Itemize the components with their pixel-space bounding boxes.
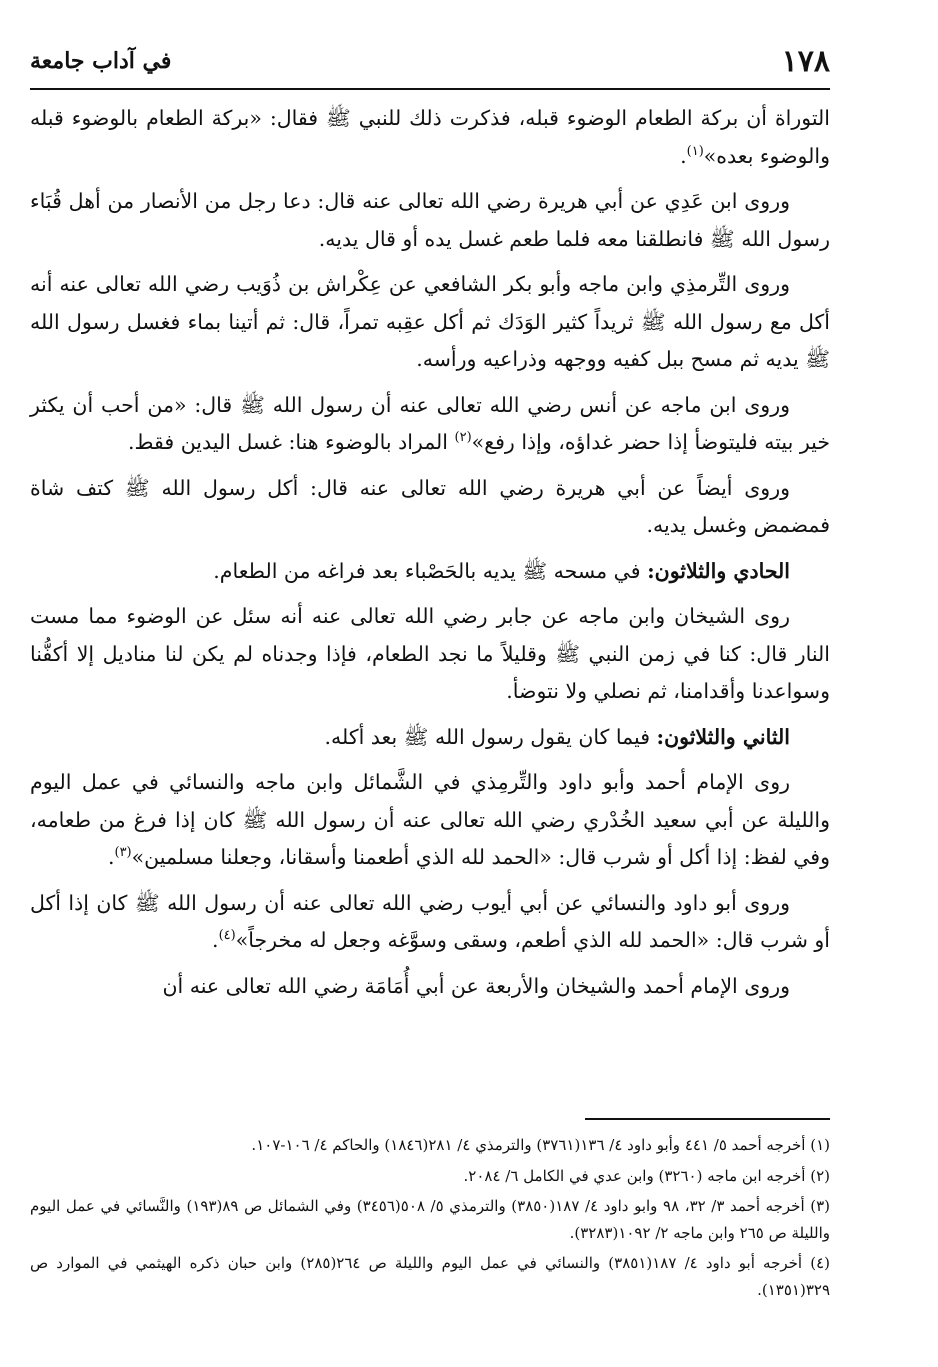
- paragraph: وروى أبو داود والنسائي عن أبي أيوب رضي الله تعالى عنه أن رسول الله ﷺ كان إذا أكل أو شرب قال: «الحمد لله الذي أطعم، وسقى وسوَّغه وجعل له مخرجاً»$^{(٤)}$.: [30, 890, 830, 952]
- page-number: ١٧٨: [781, 44, 830, 79]
- footnote-marker: (٢): [454, 430, 472, 446]
- section-heading-label: الحادي والثلاثون:: [647, 558, 790, 583]
- footnotes: [30, 1132, 830, 1307]
- footnote-marker: (٣): [114, 845, 132, 861]
- header-divider: [30, 88, 830, 90]
- paragraph: وروى ابن ماجه عن أنس رضي الله تعالى عنه أن رسول الله ﷺ قال: «من أحب أن يكثر خير بيته فليتوضأ إذا حضر غداؤه، وإذا رفع»$^{(٢)}$ المراد بالوضوء هنا: غسل اليدين فقط.: [30, 392, 830, 454]
- footnote: (١) أخرجه أحمد ٥/ ٤٤١ وأبو داود ٤/ ١٣٦(٣٧٦١) والترمذي ٤/ ٢٨١(١٨٤٦) والحاكم ٤/ ١٠٦-١٠٧.: [251, 1136, 830, 1154]
- footnote: (٣) أخرجه أحمد ٣/ ٣٢، ٩٨ وابو داود ٤/ ١٨٧(٣٨٥٠) والترمذي ٥/ ٥٠٨(٣٤٥٦) وفي الشمائل ص ٨٩(١٩٣) والنَّسائي في عمل اليوم والليلة ص ٢٦٥ وابن ماجه ٢/ ١٠٩٢(٣٢٨٣).: [30, 1197, 830, 1242]
- running-title: في آداب جامعة: [30, 48, 172, 74]
- paragraph: روى الإمام أحمد وأبو داود والتِّرمِذي في الشَّمائل وابن ماجه والنسائي في عمل اليوم والليلة عن أبي سعيد الخُدْري رضي الله تعالى عنه أن رسول الله ﷺ كان إذا فرغ من طعامه، وفي لفظ: إذا أكل أو شرب قال: «الحمد لله الذي أطعمنا وأسقانا، وجعلنا مسلمين»$^{(٣)}$.: [30, 770, 830, 869]
- section-heading-text: فيما كان يقول رسول الله ﷺ بعد أكله.: [324, 724, 657, 749]
- footnote-marker: (١): [686, 143, 704, 159]
- section-heading-text: في مسحه ﷺ يديه بالحَصْباء بعد فراغه من الطعام.: [213, 558, 648, 583]
- paragraph: روى الشيخان وابن ماجه عن جابر رضي الله تعالى عنه أنه سئل عن الوضوء مما مست النار قال: كنا في زمن النبي ﷺ وقليلاً ما نجد الطعام، فإذا وجدناه لم يكن لنا مناديل إلا أكفُّنا وسواعدنا وأقدامنا، ثم نصلي ولا نتوضأ.: [30, 604, 830, 703]
- section-heading: [30, 553, 830, 591]
- footnote-marker: (٤): [218, 928, 236, 944]
- paragraph: التوراة أن بركة الطعام الوضوء قبله، فذكرت ذلك للنبي ﷺ فقال: «بركة الطعام بالوضوء قبله والوضوء بعده»$^{(١)}$.: [30, 106, 830, 168]
- page-header: [30, 40, 830, 84]
- paragraph: وروى الإمام أحمد والشيخان والأربعة عن أبي أُمَامَة رضي الله تعالى عنه أن: [162, 973, 790, 998]
- footnote: (٤) أخرجه أبو داود ٤/ ١٨٧(٣٨٥١) والنسائي في عمل اليوم والليلة ص ٢٦٤(٢٨٥) وابن حبان ذكره الهيثمي في الموارد ص ٣٢٩(١٣٥١).: [30, 1254, 831, 1299]
- footnote-divider: [585, 1118, 830, 1120]
- section-heading: [30, 719, 830, 757]
- main-text: [30, 100, 830, 1013]
- footnote: (٢) أخرجه ابن ماجه (٣٢٦٠) وابن عدي في الكامل ٦/ ٢٠٨٤.: [463, 1166, 830, 1185]
- paragraph: وروى ابن عَدِي عن أبي هريرة رضي الله تعالى عنه قال: دعا رجل من الأنصار من أهل قُبَاء رسول الله ﷺ فانطلقنا معه فلما طعم غسل يده أو قال يديه.: [30, 189, 830, 251]
- paragraph: وروى أيضاً عن أبي هريرة رضي الله تعالى عنه قال: أكل رسول الله ﷺ كتف شاة فمضمض وغسل يديه.: [30, 475, 830, 537]
- paragraph: وروى التِّرمذِي وابن ماجه وأبو بكر الشافعي عن عِكْراش بن ذُوَيب رضي الله تعالى عنه أنه أكل مع رسول الله ﷺ ثريداً كثير الوَدَك ثم أكل عقِبه تمراً، قال: ثم أتينا بماء فغسل رسول الله ﷺ يديه ثم مسح ببل كفيه ووجهه وذراعيه ورأسه.: [30, 272, 830, 371]
- section-heading-label: الثاني والثلاثون:: [656, 724, 790, 749]
